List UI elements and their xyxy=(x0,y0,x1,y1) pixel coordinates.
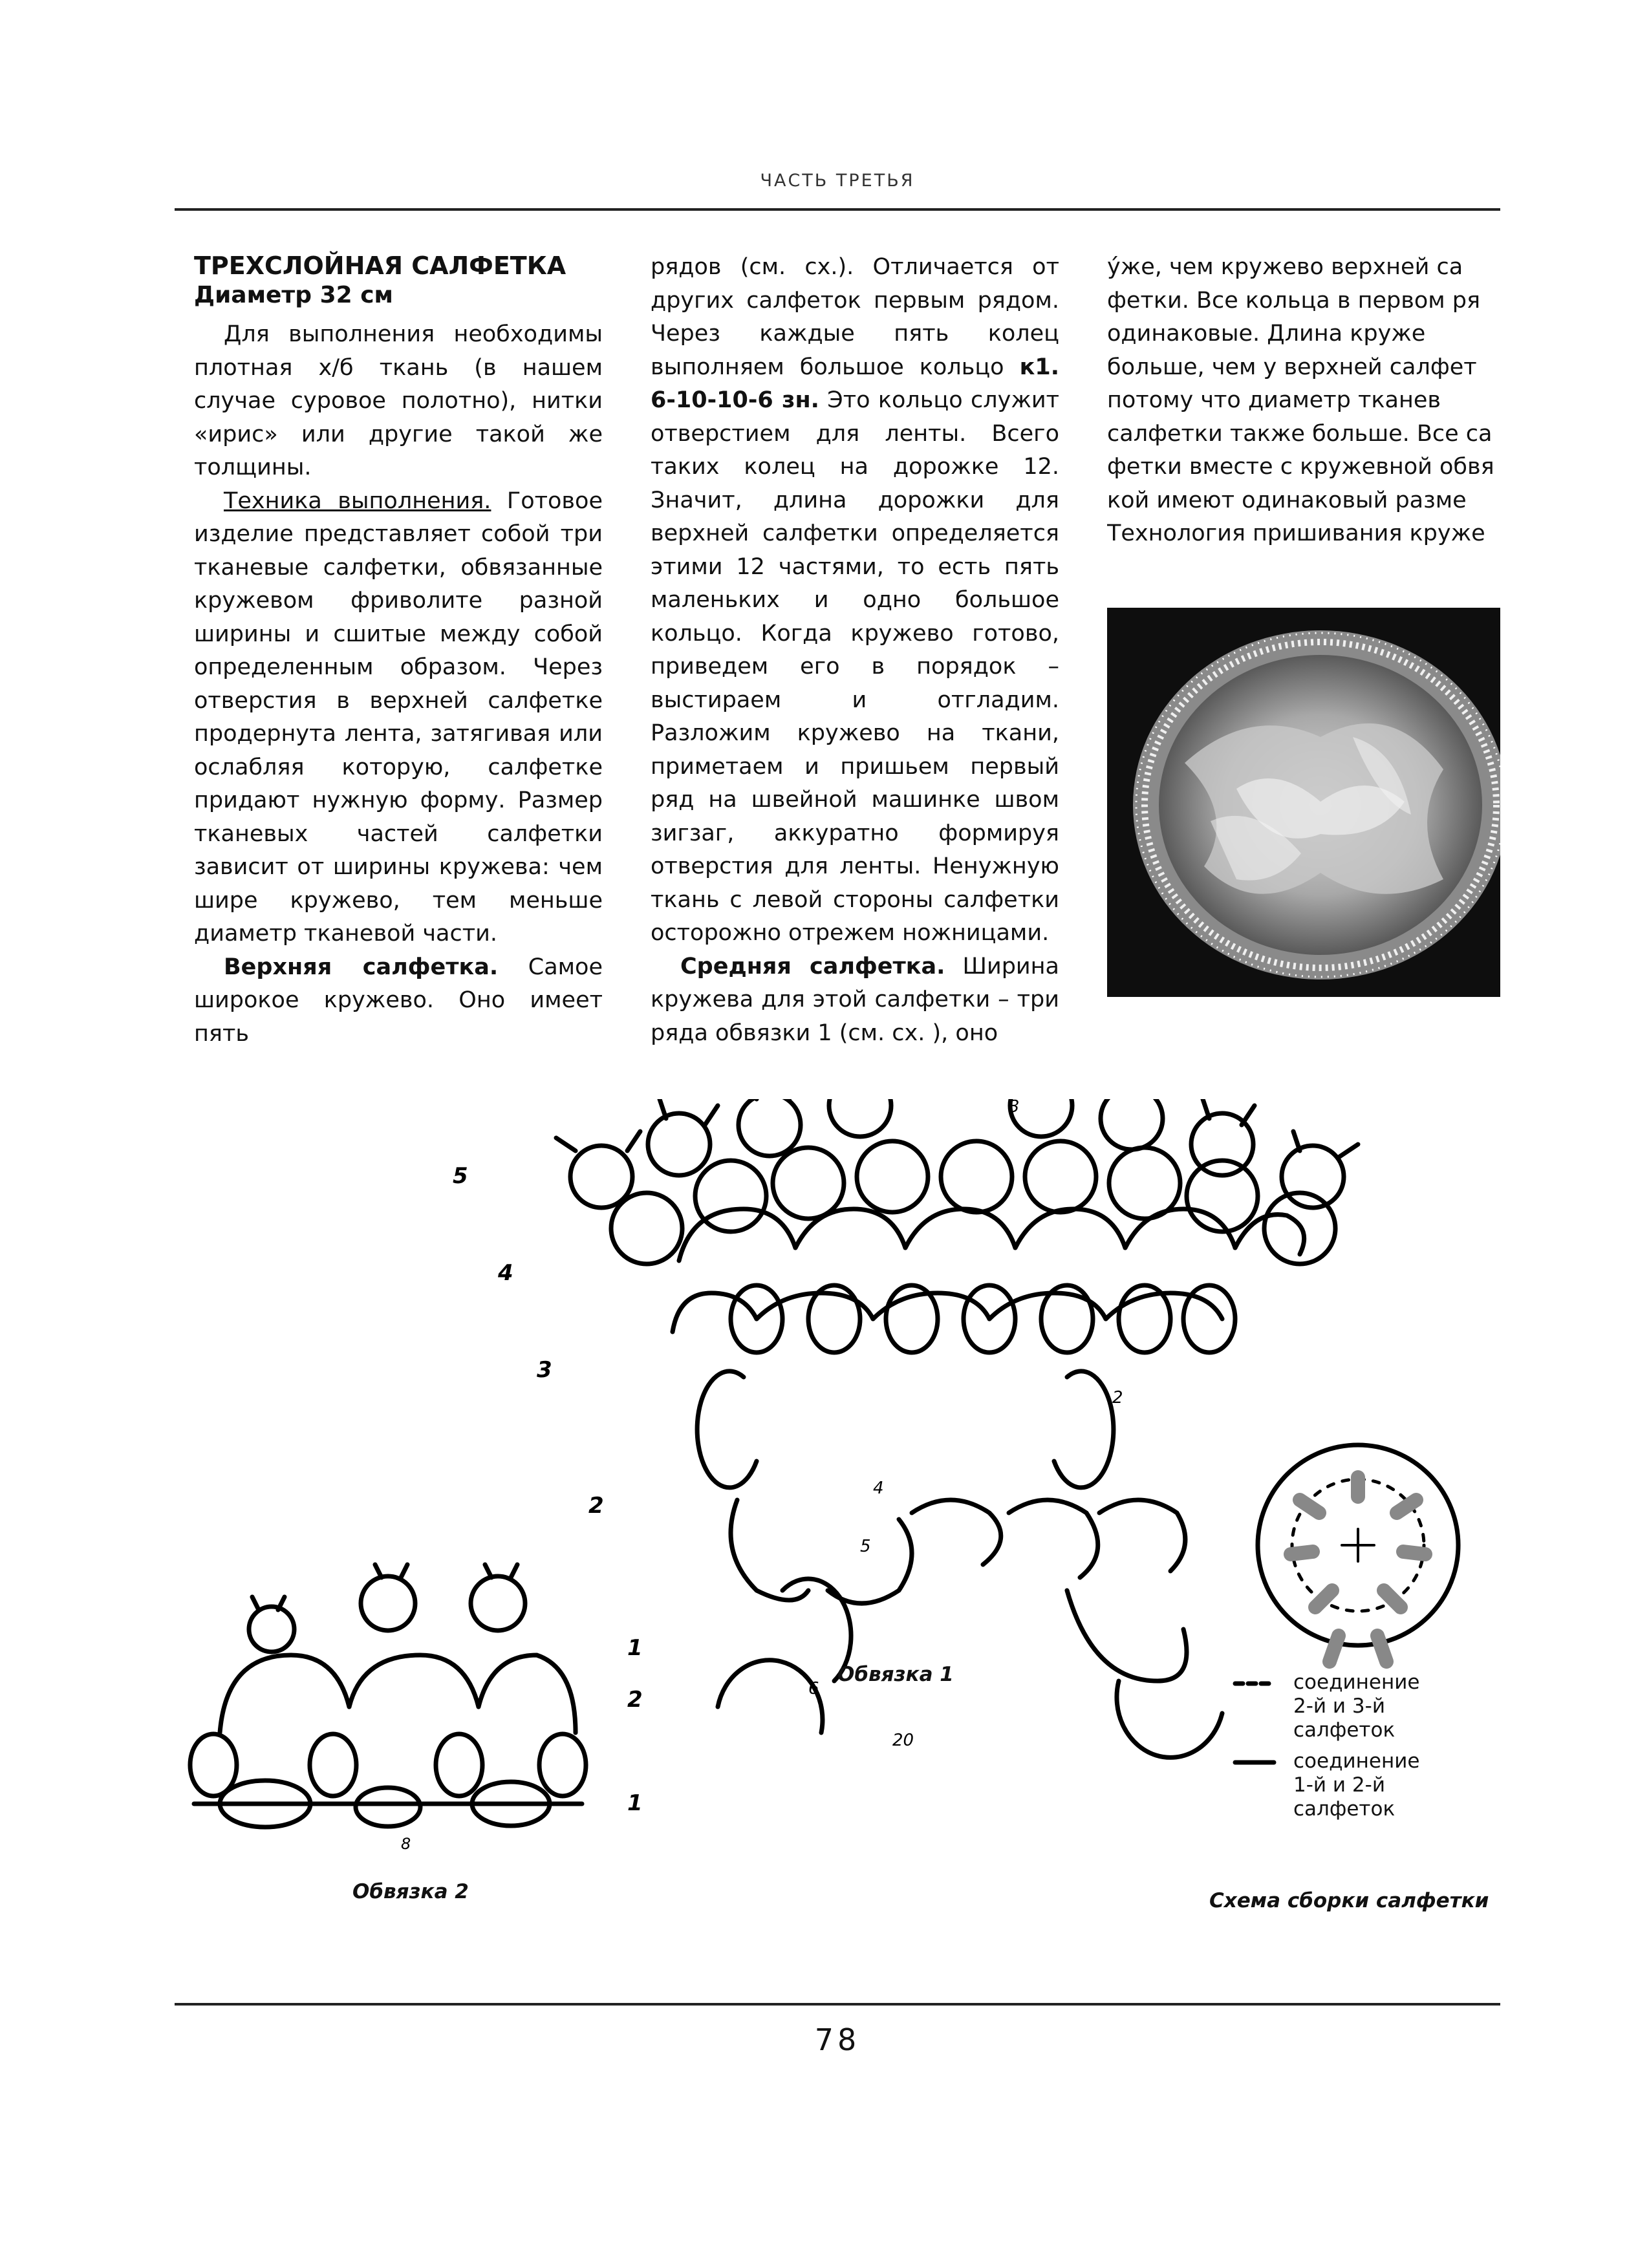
legend-dashed-line-3: салфеток xyxy=(1293,1718,1396,1742)
legend-solid-line-2: 1-й и 2-й xyxy=(1293,1773,1385,1797)
diagram-1-schematic xyxy=(556,1099,1358,1488)
ring-formula: к1. 6-10-10-6 зн. xyxy=(651,354,1059,413)
col3-line: фетки вместе с кружевной обвя xyxy=(1107,454,1494,480)
doily-photo xyxy=(1107,608,1500,997)
stitch-label: 4 xyxy=(873,1479,884,1498)
stitch-label: 2 xyxy=(1112,1388,1123,1407)
legend-solid-line-1: соединение xyxy=(1293,1749,1420,1773)
diagram1-row-2: 2 xyxy=(588,1493,604,1519)
technique-text: Готовое изделие представляет собой три тканевые салфетки, обвязанные кружевом фриволите разной ширины и сшитые между собой определенным образом. Через отверстия в верхней салфетке продернута лента, затягивая или ослабляя которую, салфетке придают нужную форму. Размер тканевых частей салфетки зависит от ширины кружева: чем шире кружево, тем меньше диаметр тканевой части. xyxy=(194,487,603,947)
col3-line: одинаковые. Длина круже xyxy=(1107,321,1426,347)
running-header: ЧАСТЬ ТРЕТЬЯ xyxy=(760,171,915,191)
col3-line: фетки. Все кольца в первом ря xyxy=(1107,287,1481,314)
legend-solid-line-3: салфеток xyxy=(1293,1797,1396,1821)
article-diameter: Диаметр 32 см xyxy=(194,282,393,308)
diagram2-row-1: 1 xyxy=(627,1790,643,1816)
stitch-label: 5 xyxy=(860,1537,871,1556)
stitch-label: 3 xyxy=(1009,1099,1020,1117)
text-column-2 xyxy=(651,251,1059,1050)
page-number: 78 xyxy=(814,2022,861,2057)
caption-assembly: Схема сборки салфетки xyxy=(1209,1889,1489,1912)
diagram-2-schematic xyxy=(190,1565,586,1827)
tatting-diagrams xyxy=(175,1099,1520,1978)
legend-dashed-line-1: соединение xyxy=(1293,1671,1420,1694)
caption-diagram-2: Обвязка 2 xyxy=(352,1880,469,1903)
paragraph-top-doily xyxy=(194,951,603,1051)
caption-diagram-1: Обвязка 1 xyxy=(837,1663,954,1686)
paragraph-materials: Для выполнения необходимы плотная х/б ткань (в нашем случае суровое полотно), нитки «ирис» или другие такой же толщины. xyxy=(194,321,603,480)
rows-text-a: рядов (см. сх.). Отличается от других салфеток первым рядом. Через каждые пять колец выполняем большое кольцо xyxy=(651,254,1059,380)
legend-dashed-line-2: 2-й и 3-й xyxy=(1293,1695,1385,1718)
col3-line: у́же, чем кружево верхней са xyxy=(1107,254,1463,280)
header-rule xyxy=(175,208,1500,211)
top-doily-label: Верхняя салфетка. xyxy=(224,954,499,980)
col3-line: салфетки также больше. Все са xyxy=(1107,420,1493,447)
diagram1-row-3: 3 xyxy=(537,1357,552,1383)
top-doily-text: Самое широкое кружево. Оно имеет пять xyxy=(194,954,603,1047)
text-column-3 xyxy=(1107,251,1500,551)
col3-line: Технология пришивания круже xyxy=(1107,520,1485,546)
col3-line: больше, чем у верхней салфет xyxy=(1107,354,1477,380)
middle-doily-text: Ширина кружева для этой салфетки – три ряда обвязки 1 (см. сх. ), оно xyxy=(651,953,1059,1046)
technique-label: Техника выполнения. xyxy=(224,487,491,514)
article-title: ТРЕХСЛОЙНАЯ САЛФЕТКА xyxy=(194,251,566,280)
diagram2-row-2: 2 xyxy=(627,1687,643,1713)
paragraph-rows xyxy=(651,251,1059,950)
paragraph-technique xyxy=(194,485,603,951)
diagram1-row-5: 5 xyxy=(453,1163,468,1189)
rows-text-b: Это кольцо служит отверстием для ленты. Всего таких колец на дорожке 12. Значит, длина дорожки для верхней салфетки определяется этими 12 частями, то есть пять маленьких и одно большое кольцо. Когда кружево готово, приведем его в порядок – выстираем и отгладим. Разложим кружево на ткани, приметаем и пришьем первый ряд на швейной машинке швом зигзаг, аккуратно формируя отверстия для ленты. Ненужную ткань с левой стороны салфетки осторожно отрежем ножницами. xyxy=(651,387,1059,946)
middle-doily-label: Средняя салфетка. xyxy=(680,953,945,979)
stitch-label: 6 xyxy=(808,1679,819,1698)
stitch-label: 8 xyxy=(401,1835,411,1853)
footer-rule xyxy=(175,2003,1500,2006)
paragraph-middle-doily xyxy=(651,950,1059,1051)
text-column-1 xyxy=(194,251,603,1051)
col3-line: потому что диаметр тканев xyxy=(1107,387,1441,413)
stitch-label: 20 xyxy=(892,1731,914,1750)
diagram1-row-4: 4 xyxy=(498,1260,513,1286)
col3-line: кой имеют одинаковый разме xyxy=(1107,487,1467,513)
assembly-scheme xyxy=(1258,1445,1458,1662)
diagram1-row-1: 1 xyxy=(627,1635,643,1661)
